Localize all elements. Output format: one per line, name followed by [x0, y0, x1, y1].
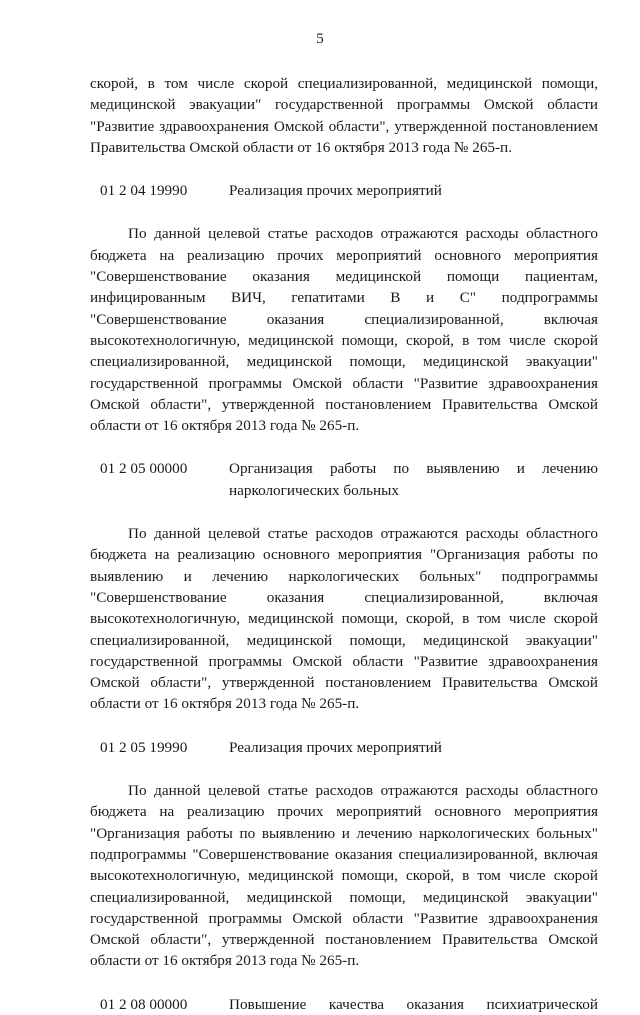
section-body-paragraph: По данной целевой статье расходов отражаются расходы областного бюджета на реализацию прочих мероприятий основного мероприятия "Совершенствование оказания медицинской помощи пациентам, инфицированным ВИЧ, гепатитами В и С" подпрограммы "Совершенствование оказания специализированной, включая высокотехнологичную, медицинской помощи, скорой, в том числе скорой специализированной, медицинской помощи, медицинской эвакуации" государственной программы Омской области "Развитие здравоохранения Омской области", утвержденной постановлением Правительства Омской области от 16 октября 2013 года № 265-п. [90, 225, 598, 435]
section-title: Повышение качества оказания психиатрической [229, 995, 598, 1013]
section-title: Организация работы по выявлению и лечению наркологических больных [229, 460, 598, 499]
page-number: 5 [316, 31, 324, 47]
section-heading-01-2-05-00000 [90, 458, 598, 501]
intro-paragraph: скорой, в том числе скорой специализированной, медицинской помощи, медицинской эвакуации" государственной программы Омской области "Развитие здравоохранения Омской области", утвержденной постановлением Правительства Омской области от 16 октября 2013 года № 265-п. [90, 75, 598, 156]
section-body-paragraph: По данной целевой статье расходов отражаются расходы областного бюджета на реализацию прочих мероприятий основного мероприятия "Организация работы по выявлению и лечению наркологических больных" подпрограммы "Совершенствование оказания специализированной, включая высокотехнологичную, медицинской помощи, скорой, в том числе скорой специализированной, медицинской помощи, медицинской эвакуации" государственной программы Омской области "Развитие здравоохранения Омской области", утвержденной постановлением Правительства Омской области от 16 октября 2013 года № 265-п. [90, 782, 598, 970]
section-code: 01 2 08 00000 [100, 995, 188, 1013]
section-code: 01 2 04 19990 [100, 182, 188, 200]
section-heading-01-2-04-19990 [90, 180, 598, 201]
section-title: Реализация прочих мероприятий [229, 182, 442, 200]
section-body-paragraph: По данной целевой статье расходов отражаются расходы областного бюджета на реализацию основного мероприятия "Организация работы по выявлению и лечению наркологических больных" подпрограммы "Совершенствование оказания специализированной, включая высокотехнологичную, медицинской помощи, скорой, в том числе скорой специализированной, медицинской помощи, медицинской эвакуации" государственной программы Омской области "Развитие здравоохранения Омской области", утвержденной постановлением Правительства Омской области от 16 октября 2013 года № 265-п. [90, 525, 598, 713]
section-title: Реализация прочих мероприятий [229, 738, 442, 756]
section-code: 01 2 05 00000 [100, 460, 188, 478]
section-code: 01 2 05 19990 [100, 738, 188, 756]
section-heading-01-2-08-00000 [90, 994, 598, 1015]
section-heading-01-2-05-19990 [90, 737, 598, 758]
document-content [90, 73, 598, 1015]
